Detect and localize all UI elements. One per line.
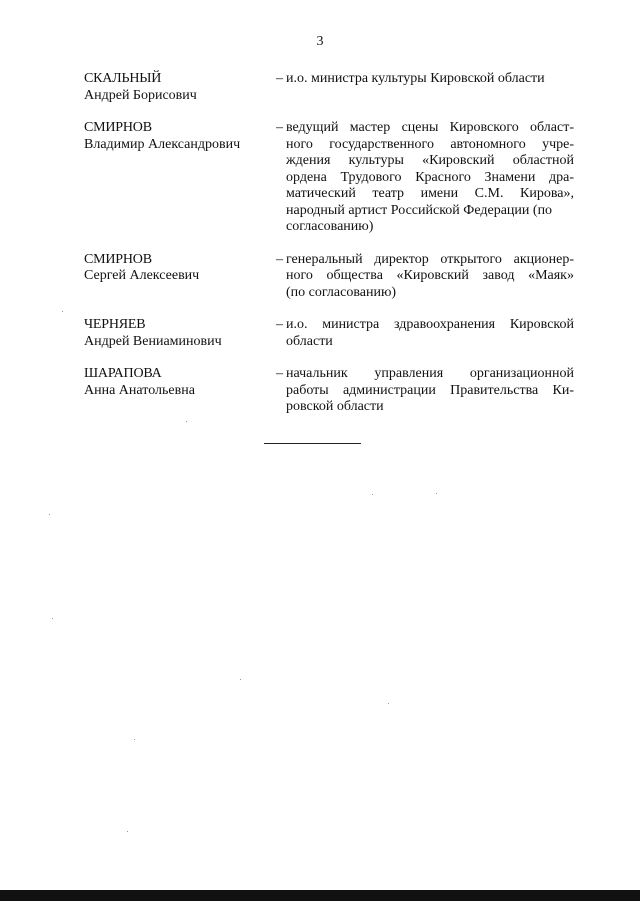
person-name: [84, 71, 276, 104]
position-line: ордена Трудового Красного Знамени дра-: [286, 169, 574, 185]
scan-speck: [134, 739, 135, 740]
position-description: [276, 366, 574, 416]
person-name: [84, 317, 276, 350]
position-line: ждения культуры «Кировский областной: [286, 153, 574, 168]
list-item-skalny: [84, 71, 574, 104]
surname: СКАЛЬНЫЙ: [84, 71, 162, 86]
list-item-smirnov-vladimir: [84, 120, 574, 236]
position-line: ного государственного автономного учре-: [286, 136, 574, 152]
position-description: [276, 120, 574, 236]
given-names: Андрей Борисович: [84, 87, 197, 103]
scan-speck: [436, 493, 437, 494]
scan-speck: [127, 831, 128, 832]
position-line: (по согласованию): [286, 284, 397, 300]
scan-speck: [49, 514, 50, 515]
person-name: [84, 366, 276, 399]
position-description: [276, 317, 574, 350]
dash: –: [276, 366, 283, 381]
position-line: матический театр имени С.М. Кирова»,: [286, 186, 574, 201]
position-line: и.о. министра здравоохранения Кировской: [286, 317, 574, 332]
surname: СМИРНОВ: [84, 120, 152, 135]
position-description: [276, 252, 574, 302]
given-names: Владимир Александрович: [84, 136, 241, 152]
closing-divider-line: [264, 443, 361, 444]
dash: –: [276, 251, 283, 267]
personnel-list: [84, 71, 574, 416]
position-line: области: [286, 333, 333, 349]
person-name: [84, 252, 276, 285]
given-names: Андрей Вениаминович: [84, 333, 222, 349]
list-item-smirnov-sergey: [84, 252, 574, 302]
surname: ЧЕРНЯЕВ: [84, 317, 146, 332]
dash: –: [276, 317, 283, 332]
position-line: ведущий мастер сцены Кировского област-: [286, 120, 574, 135]
scan-speck: [372, 494, 373, 495]
scan-speck: [240, 679, 241, 680]
position-line: работы администрации Правительства Ки-: [286, 382, 574, 398]
page-number: 3: [316, 34, 324, 49]
position-line: согласованию): [286, 219, 374, 234]
scan-speck: [388, 703, 389, 704]
surname: СМИРНОВ: [84, 251, 152, 267]
given-names: Анна Анатольевна: [84, 382, 195, 398]
position-line: генеральный директор открытого акционер-: [286, 251, 574, 267]
scan-speck: [52, 618, 53, 619]
position-line: и.о. министра культуры Кировской области: [286, 71, 545, 86]
scan-bottom-edge: [0, 890, 640, 901]
position-line: ного общества «Кировский завод «Маяк»: [286, 268, 574, 283]
scan-speck: [62, 311, 63, 312]
list-item-chernyaev: [84, 317, 574, 350]
surname: ШАРАПОВА: [84, 366, 162, 381]
position-line: народный артист Российской Федерации (по: [286, 202, 553, 218]
position-line: ровской области: [286, 399, 384, 414]
list-item-sharapova: [84, 366, 574, 416]
position-line: начальник управления организационной: [286, 366, 574, 381]
scan-speck: [186, 421, 187, 422]
given-names: Сергей Алексеевич: [84, 268, 200, 283]
person-name: [84, 120, 276, 153]
dash: –: [276, 120, 283, 135]
position-description: [276, 71, 574, 88]
dash: –: [276, 71, 283, 86]
